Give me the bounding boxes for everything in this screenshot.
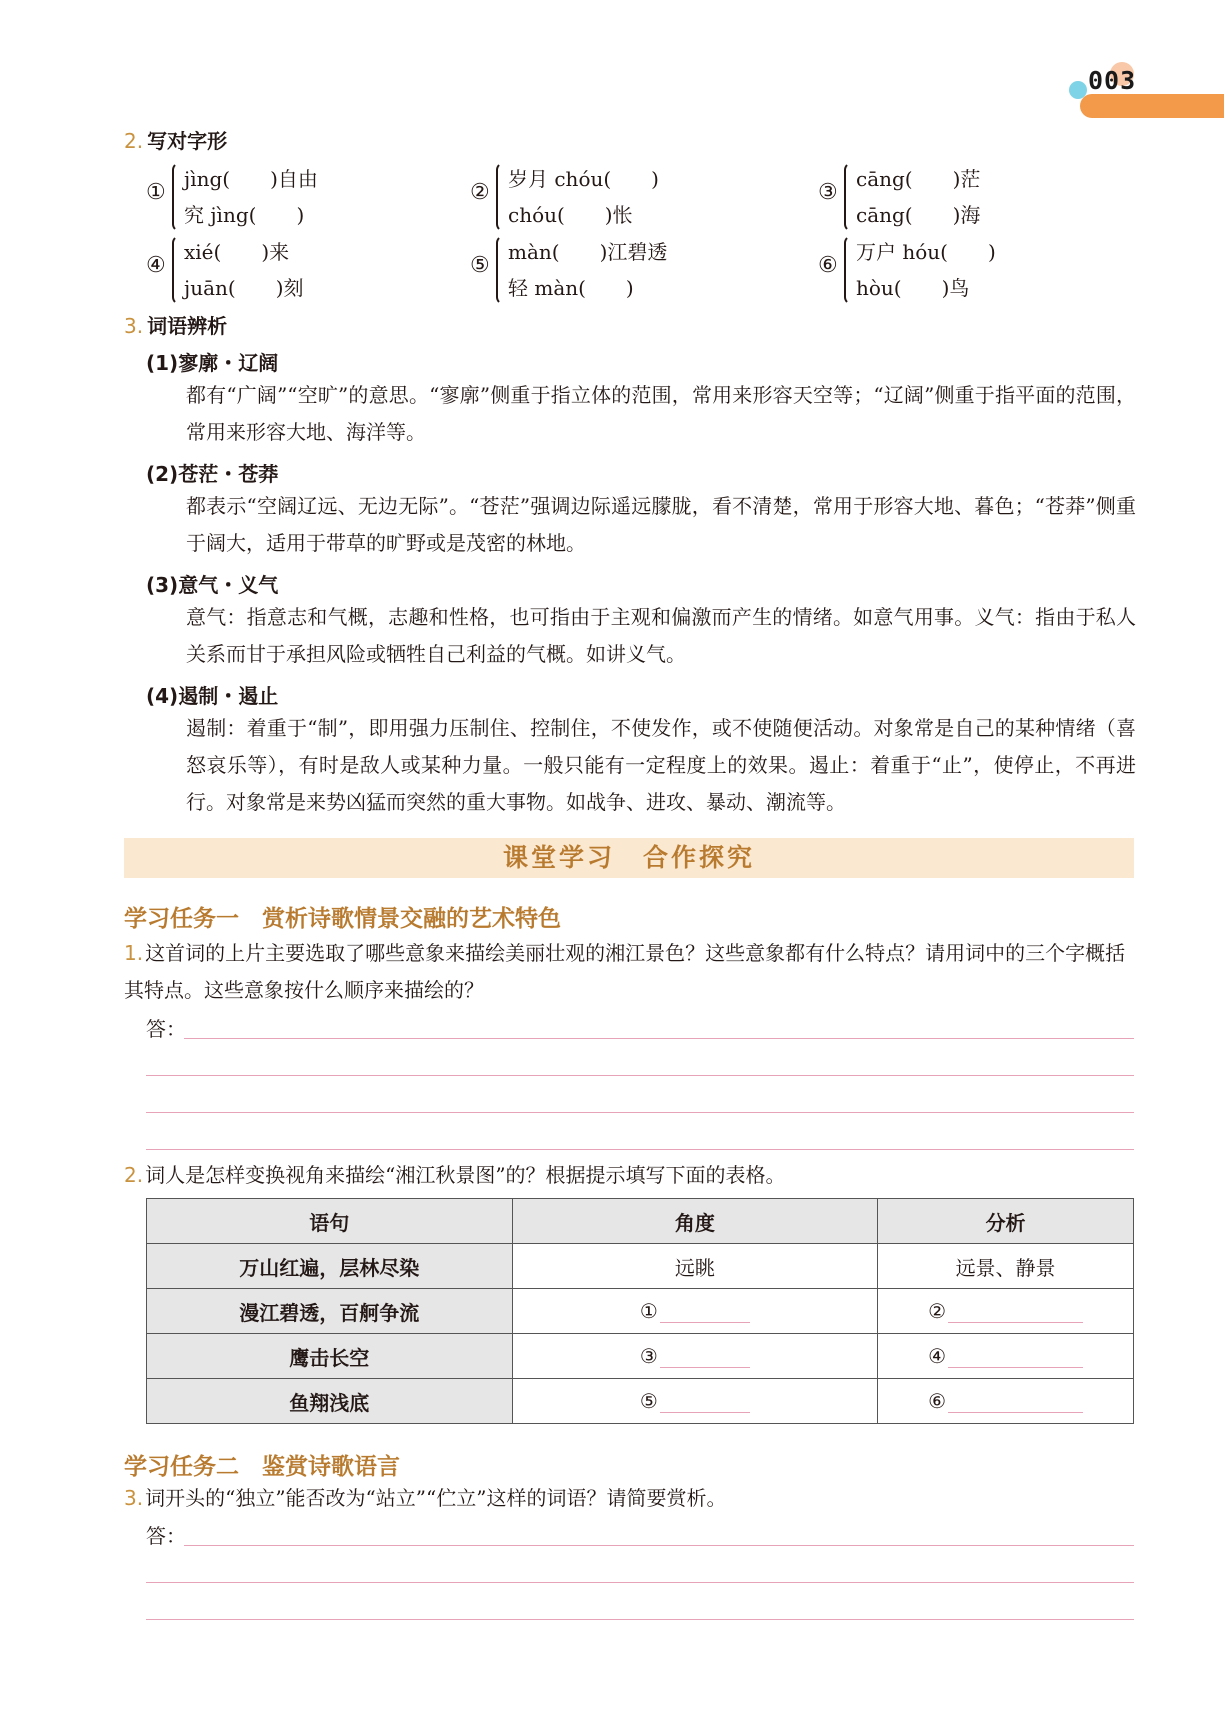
fill-blank[interactable] xyxy=(948,1392,1083,1413)
page-number-bar xyxy=(1080,94,1224,118)
task-1-title: 学习任务一 赏析诗歌情景交融的艺术特色 xyxy=(124,906,561,932)
group-line-2: juān( )刻 xyxy=(184,276,304,300)
sentence-cell: 鱼翔浅底 xyxy=(147,1379,513,1424)
blank-marker: ① xyxy=(639,1299,658,1323)
q2-heading xyxy=(124,125,227,154)
column-header-sentence: 语句 xyxy=(147,1199,513,1244)
blank-marker: ⑤ xyxy=(639,1389,658,1413)
fill-blank[interactable] xyxy=(948,1302,1083,1323)
table-row xyxy=(147,1244,1134,1289)
task-2-title: 学习任务二 鉴赏诗歌语言 xyxy=(124,1454,400,1480)
group-marker: ① xyxy=(146,180,166,205)
table-row xyxy=(147,1379,1134,1424)
column-header-analysis: 分析 xyxy=(878,1199,1134,1244)
char-group-2 xyxy=(470,158,770,232)
answer-line[interactable] xyxy=(146,1582,1134,1583)
word-pair-explanation: 都表示“空阔辽远、无边无际”。“苍茫”强调边际遥远朦胧，看不清楚，常用于形容大地、暮色；“苍莽”侧重于阔大，适用于带草的旷野或是茂密的林地。 xyxy=(186,494,1136,555)
word-pair-heading: (4)遏制・遏止 xyxy=(146,684,279,708)
question-number: 1. xyxy=(124,941,144,965)
column-header-angle: 角度 xyxy=(512,1199,878,1244)
answer-line[interactable] xyxy=(184,1038,1134,1039)
analysis-cell[interactable] xyxy=(878,1334,1134,1379)
q3-number: 3. xyxy=(124,314,144,338)
group-line-2: 究 jìng( ) xyxy=(184,203,305,227)
sentence-cell: 鹰击长空 xyxy=(147,1334,513,1379)
group-line-2: chóu( )怅 xyxy=(508,203,633,227)
blank-marker: ④ xyxy=(928,1344,947,1368)
char-group-4 xyxy=(146,231,446,305)
sentence-cell: 漫江碧透，百舸争流 xyxy=(147,1289,513,1334)
question-text: 这首词的上片主要选取了哪些意象来描绘美丽壮观的湘江景色？这些意象都有什么特点？请用词中的三个字概括其特点。这些意象按什么顺序来描绘的？ xyxy=(124,941,1126,1002)
char-group-1 xyxy=(146,158,446,232)
blank-marker: ② xyxy=(928,1299,947,1323)
char-group-3 xyxy=(818,158,1118,232)
group-line-1: 万户 hóu( ) xyxy=(856,240,996,264)
group-line-2: hòu( )鸟 xyxy=(856,276,970,300)
perspective-table xyxy=(146,1198,1134,1424)
fill-blank[interactable] xyxy=(660,1302,750,1323)
question-number: 2. xyxy=(124,1163,144,1187)
angle-cell[interactable] xyxy=(512,1379,878,1424)
page-number: 003 xyxy=(1088,66,1137,95)
fill-blank[interactable] xyxy=(660,1347,750,1368)
q2-title: 写对字形 xyxy=(147,129,228,153)
decor-dot-blue xyxy=(1069,81,1087,99)
group-line-2: cāng( )海 xyxy=(856,203,981,227)
brace xyxy=(496,235,506,305)
task1-question-2 xyxy=(124,1157,1136,1194)
sentence-cell: 万山红遍，层林尽染 xyxy=(147,1244,513,1289)
angle-cell[interactable] xyxy=(512,1334,878,1379)
analysis-cell: 远景、静景 xyxy=(878,1244,1134,1289)
answer-line[interactable] xyxy=(146,1149,1134,1150)
answer-line[interactable] xyxy=(146,1619,1134,1620)
answer-line[interactable] xyxy=(184,1545,1134,1546)
group-marker: ⑥ xyxy=(818,253,838,278)
task1-question-1 xyxy=(124,935,1136,1009)
group-marker: ④ xyxy=(146,253,166,278)
char-group-5 xyxy=(470,231,770,305)
word-pair-explanation: 遏制：着重于“制”，即用强力压制住、控制住，不使发作，或不使随便活动。对象常是自己的某种情绪（喜怒哀乐等），有时是敌人或某种力量。一般只能有一定程度上的效果。遏止：着重于“止”，使停止，不再进行。对象常是来势凶猛而突然的重大事物。如战争、进攻、暴动、潮流等。 xyxy=(186,716,1136,814)
group-line-1: cāng( )茫 xyxy=(856,167,981,191)
fill-blank[interactable] xyxy=(948,1347,1083,1368)
brace xyxy=(496,162,506,232)
group-line-1: jìng( )自由 xyxy=(184,167,318,191)
group-line-1: xié( )来 xyxy=(184,240,290,264)
group-marker: ⑤ xyxy=(470,253,490,278)
brace xyxy=(844,162,854,232)
table-header-row xyxy=(147,1199,1134,1244)
section-banner: 课堂学习 合作探究 xyxy=(124,838,1134,878)
brace xyxy=(844,235,854,305)
table-row xyxy=(147,1334,1134,1379)
analysis-cell[interactable] xyxy=(878,1379,1134,1424)
q2-number: 2. xyxy=(124,129,144,153)
answer-line[interactable] xyxy=(146,1112,1134,1113)
char-group-6 xyxy=(818,231,1118,305)
word-pair-heading: (1)寥廓・辽阔 xyxy=(146,351,279,375)
answer-line[interactable] xyxy=(146,1075,1134,1076)
brace xyxy=(172,235,182,305)
table-row xyxy=(147,1289,1134,1334)
group-marker: ② xyxy=(470,180,490,205)
blank-marker: ⑥ xyxy=(928,1389,947,1413)
q3-heading xyxy=(124,310,227,339)
analysis-cell[interactable] xyxy=(878,1289,1134,1334)
fill-blank[interactable] xyxy=(660,1392,750,1413)
angle-cell: 远眺 xyxy=(512,1244,878,1289)
answer-label: 答： xyxy=(146,1524,186,1548)
group-line-1: 岁月 chóu( ) xyxy=(508,167,659,191)
question-number: 3. xyxy=(124,1486,144,1510)
word-pair-heading: (3)意气・义气 xyxy=(146,573,279,597)
blank-marker: ③ xyxy=(639,1344,658,1368)
angle-cell[interactable] xyxy=(512,1289,878,1334)
word-pair-heading: (2)苍茫・苍莽 xyxy=(146,462,279,486)
word-pair-explanation: 都有“广阔”“空旷”的意思。“寥廓”侧重于指立体的范围，常用来形容天空等；“辽阔”侧重于指平面的范围，常用来形容大地、海洋等。 xyxy=(186,383,1136,444)
group-line-1: màn( )江碧透 xyxy=(508,240,668,264)
answer-label: 答： xyxy=(146,1017,186,1041)
question-text: 词人是怎样变换视角来描绘“湘江秋景图”的？根据提示填写下面的表格。 xyxy=(145,1163,786,1187)
group-marker: ③ xyxy=(818,180,838,205)
question-text: 词开头的“独立”能否改为“站立”“伫立”这样的词语？请简要赏析。 xyxy=(145,1486,727,1510)
task2-question-3 xyxy=(124,1480,1136,1517)
word-pair-explanation: 意气：指意志和气概，志趣和性格，也可指由于主观和偏激而产生的情绪。如意气用事。义气：指由于私人关系而甘于承担风险或牺牲自己利益的气概。如讲义气。 xyxy=(186,605,1136,666)
q3-title: 词语辨析 xyxy=(147,314,228,338)
group-line-2: 轻 màn( ) xyxy=(508,276,634,300)
brace xyxy=(172,162,182,232)
